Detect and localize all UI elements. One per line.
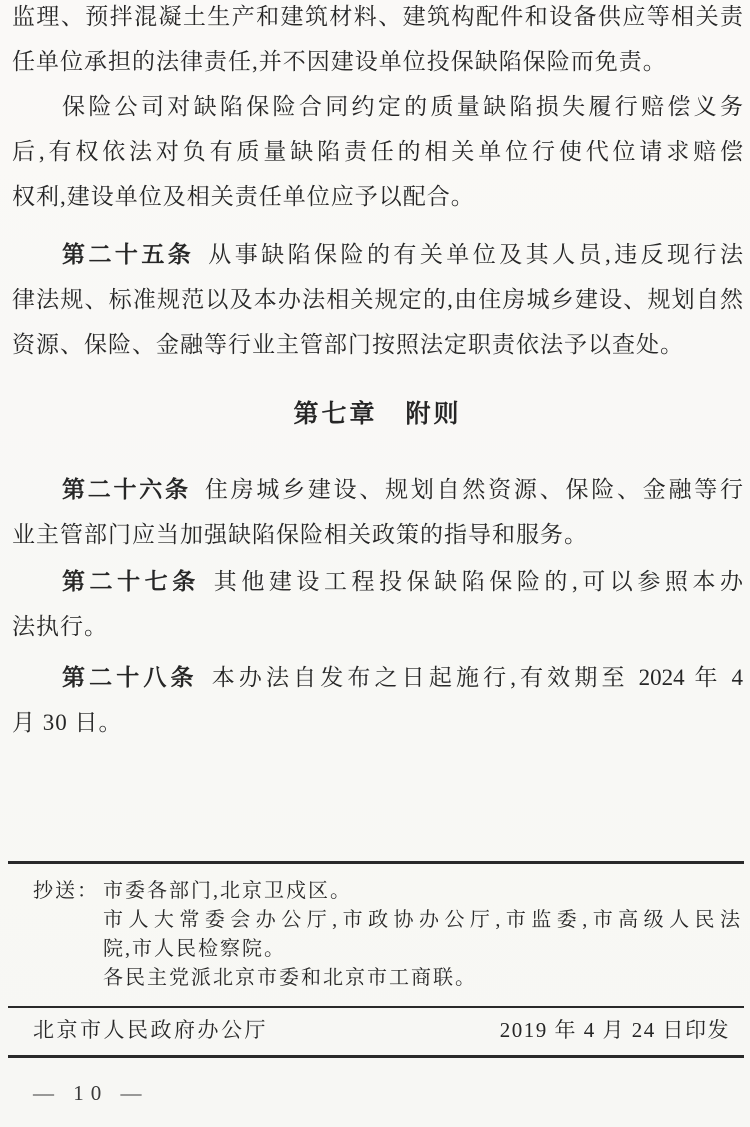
- body-line: [12, 174, 743, 219]
- article-number: 第二十八条: [62, 664, 198, 690]
- body-line: [12, 277, 743, 322]
- article-25: [12, 232, 743, 367]
- body-line-text: 资源、保险、金融等行业主管部门按照法定职责依法予以查处。: [12, 332, 684, 357]
- body-line: [12, 129, 743, 174]
- chapter-7-heading: 第七章 附则: [293, 400, 462, 428]
- body-line: [12, 39, 743, 84]
- body-line-text: 业主管部门应当加强缺陷保险相关政策的指导和服务。: [12, 522, 588, 547]
- article-number: 第二十六条: [62, 476, 191, 502]
- cc-line-text: 市委各部门,北京卫戍区。: [103, 880, 352, 902]
- document-body: [12, 0, 743, 745]
- body-line-text: 从事缺陷保险的有关单位及其人员,违反现行法: [208, 242, 743, 267]
- body-line: [12, 232, 743, 277]
- article-number: 第二十七条: [62, 568, 200, 594]
- body-line: [12, 467, 743, 512]
- body-line-text: 月 30 日。: [12, 710, 123, 735]
- cc-content: [103, 877, 740, 993]
- cc-label: 抄送：: [33, 880, 99, 902]
- article-27: [12, 559, 743, 649]
- body-line: [12, 700, 743, 745]
- paragraph-subrogation: [12, 84, 743, 219]
- cc-line-text: 各民主党派北京市委和北京市工商联。: [103, 967, 477, 989]
- article-26: [12, 467, 743, 557]
- body-line-text: 本办法自发布之日起施行,有效期至 2024 年 4: [211, 665, 744, 690]
- body-line: [12, 604, 743, 649]
- cc-bottom-rule: [8, 1006, 744, 1008]
- body-line: [12, 0, 743, 39]
- cc-line: [103, 906, 740, 935]
- body-line: [12, 512, 743, 557]
- issuer-row: [33, 1016, 730, 1044]
- body-line: [12, 322, 743, 367]
- body-line-text: 法执行。: [12, 614, 108, 639]
- article-number: 第二十五条: [62, 241, 195, 267]
- issuer-name: 北京市人民政府办公厅: [33, 1018, 268, 1042]
- article-28: [12, 655, 743, 745]
- cc-section: [33, 877, 740, 993]
- cc-line-text: 院,市人民检察院。: [103, 938, 286, 960]
- cc-line: [103, 877, 740, 906]
- body-line-text: 其他建设工程投保缺陷保险的,可以参照本办: [213, 569, 744, 594]
- cc-line-text: 市人大常委会办公厅,市政协办公厅,市监委,市高级人民法: [103, 909, 740, 931]
- cc-top-rule: [8, 861, 744, 864]
- body-line-text: 保险公司对缺陷保险合同约定的质量缺陷损失履行赔偿义务: [62, 94, 743, 119]
- print-date: 2019 年 4 月 24 日印发: [499, 1018, 730, 1042]
- page-number: — 10 —: [33, 1081, 149, 1105]
- body-line-text: 律法规、标准规范以及本办法相关规定的,由住房城乡建设、规划自然: [12, 287, 743, 312]
- body-line: [12, 559, 743, 604]
- footer-rule: [8, 1055, 744, 1058]
- cc-line: [103, 935, 740, 964]
- body-line-text: 权利,建设单位及相关责任单位应予以配合。: [12, 184, 475, 209]
- body-line-text: 任单位承担的法律责任,并不因建设单位投保缺陷保险而免责。: [12, 49, 667, 74]
- cc-line: [103, 964, 740, 993]
- paragraph-carryover: [12, 0, 743, 84]
- body-line: [12, 84, 743, 129]
- body-line: [12, 655, 743, 700]
- body-line-text: 住房城乡建设、规划自然资源、保险、金融等行: [204, 477, 744, 502]
- body-line-text: 监理、预拌混凝土生产和建筑材料、建筑构配件和设备供应等相关责: [12, 4, 743, 29]
- body-line-text: 后,有权依法对负有质量缺陷责任的相关单位行使代位请求赔偿: [12, 139, 743, 164]
